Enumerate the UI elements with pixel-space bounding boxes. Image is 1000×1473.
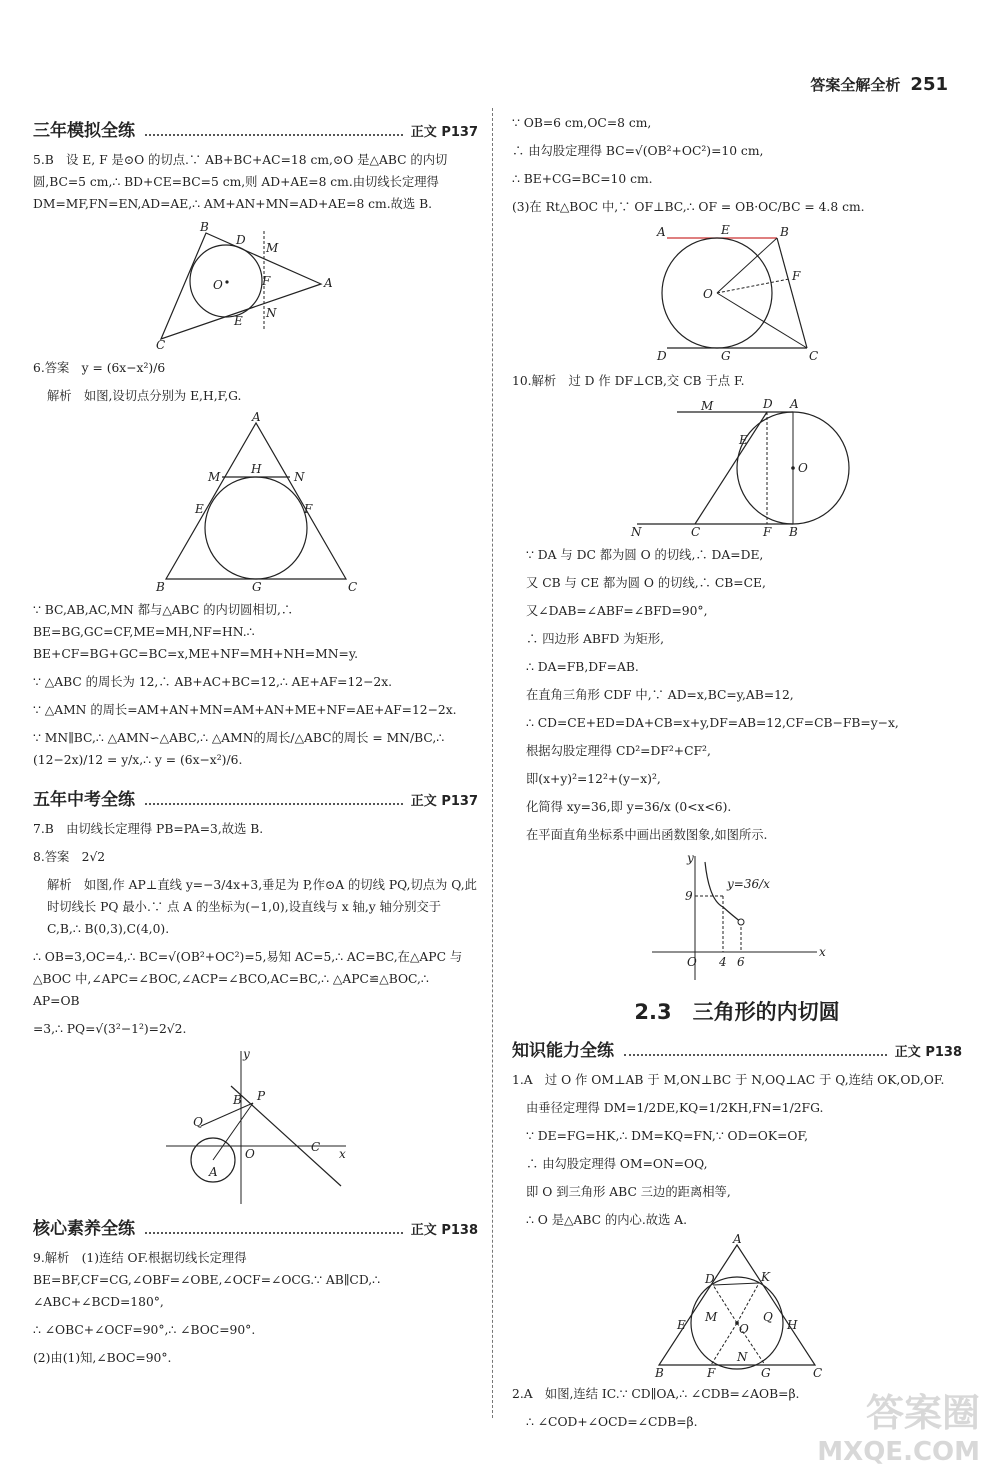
answer-5: 5.B 设 E, F 是⊙O 的切点.∵ AB+BC+AC=18 cm,⊙O 是△ABC 的内切圆,BC=5 cm,∴ BD+CE=BC=5 cm,则 AD+AE=8 cm.由切线长定理得 DM=MF,FN=EN,AD=AE,∴ AM+AN+MN=AD+AE=8 cm.故选 B.	[33, 153, 448, 211]
watermark-logo	[817, 1382, 980, 1467]
answer-8: 8.答案 2√2	[33, 850, 106, 864]
svg-text:y: y	[242, 1047, 250, 1061]
continued-line-4: (3)在 Rt△BOC 中,∵ OF⊥BC,∴ OF = OB·OC/BC = 4.8 cm.	[512, 200, 865, 214]
section-title: 五年中考全练	[33, 790, 135, 810]
svg-text:Q: Q	[192, 1115, 203, 1129]
section-title: 知识能力全练	[512, 1041, 614, 1061]
svg-text:F: F	[763, 525, 772, 539]
figure-circle-triangle	[156, 221, 356, 351]
page-header	[810, 74, 948, 95]
svg-text:O: O	[244, 1147, 255, 1161]
analysis-1-step-3: ∴ 由勾股定理得 OM=ON=OQ,	[526, 1157, 708, 1171]
figure-inscribed-triangle	[155, 410, 357, 594]
svg-text:y=36/x: y=36/x	[727, 877, 770, 891]
svg-text:O: O	[739, 1322, 749, 1336]
svg-text:O: O	[212, 278, 223, 292]
svg-text:B: B	[780, 225, 789, 239]
svg-text:E: E	[721, 223, 730, 237]
svg-text:D: D	[705, 1272, 715, 1286]
analysis-10-step-3: 又∠DAB=∠ABF=∠BFD=90°,	[526, 604, 708, 618]
left-column	[33, 112, 478, 1375]
svg-text:P: P	[256, 1089, 265, 1103]
analysis-8-step-2: =3,∴ PQ=√(3²−1²)=2√2.	[33, 1022, 187, 1036]
figure-hyperbola-graph	[647, 852, 827, 982]
svg-text:D: D	[657, 349, 667, 363]
svg-text:B: B	[232, 1093, 242, 1107]
svg-text:O: O	[687, 955, 697, 969]
svg-text:K: K	[761, 1270, 770, 1284]
answer-6: 6.答案 y = (6x−x²)/6	[33, 361, 166, 375]
section-title: 三年模拟全练	[33, 121, 135, 141]
svg-text:D: D	[763, 397, 773, 411]
svg-text:C: C	[809, 349, 819, 363]
svg-text:F: F	[261, 274, 270, 288]
watermark-url: MXQE.COM	[817, 1437, 980, 1467]
section-ref: 正文 P137	[410, 794, 478, 809]
figure-incircle-chords	[647, 1232, 827, 1380]
svg-text:4: 4	[719, 955, 727, 969]
analysis-6-step-2: ∵ △ABC 的周长为 12,∴ AB+AC+BC=12,∴ AE+AF=12−2x.	[33, 675, 393, 689]
analysis-6-step-4: ∵ MN∥BC,∴ △AMN∽△ABC,∴ △AMN的周长/△ABC的周长 = MN/BC,∴ (12−2x)/12 = y/x,∴ y = (6x−x²)/6.	[33, 731, 445, 767]
analysis-1-step-2: ∵ DE=FG=HK,∴ DM=KQ=FN,∵ OD=OK=OF,	[526, 1129, 808, 1143]
chapter-heading: 2.3 三角形的内切圆	[634, 1000, 840, 1024]
figure-circle-tangent-lines	[617, 398, 857, 538]
svg-text:M: M	[705, 1310, 718, 1324]
analysis-1-step-4: 即 O 到三角形 ABC 三边的距离相等,	[526, 1185, 731, 1199]
figure-trapezoid-circle	[647, 224, 827, 364]
svg-text:E: E	[194, 502, 204, 516]
leader-dots	[145, 1232, 403, 1234]
svg-text:C: C	[155, 338, 165, 352]
section-ref: 正文 P137	[410, 125, 478, 140]
analysis-8-step-1: ∴ OB=3,OC=4,∴ BC=√(OB²+OC²)=5,易知 AC=5,∴ AC=BC,在△APC 与△BOC 中,∠APC=∠BOC,∠ACP=∠BCO,AC=BC,∴ △APC≌△BOC,∴ AP=OB	[33, 950, 463, 1008]
analysis-8: 解析 如图,作 AP⊥直线 y=−3/4x+3,垂足为 P,作⊙A 的切线 PQ,切点为 Q,此时切线长 PQ 最小.∵ 点 A 的坐标为(−1,0),设直线与 x 轴,y 轴分别交于 C,B,∴ B(0,3),C(4,0).	[47, 878, 477, 936]
svg-text:F: F	[303, 502, 312, 516]
analysis-9-step-1: ∴ ∠OBC+∠OCF=90°,∴ ∠BOC=90°.	[33, 1323, 256, 1337]
svg-text:B: B	[199, 220, 209, 234]
svg-text:G: G	[251, 580, 262, 594]
analysis-6-step-1: ∵ BC,AB,AC,MN 都与△ABC 的内切圆相切,∴ BE=BG,GC=CF,ME=MH,NF=HN.∴ BE+CF=BG+GC=BC=x,ME+NF=MH+NH=MN=y.	[33, 603, 359, 661]
svg-text:9: 9	[685, 889, 693, 903]
svg-text:N: N	[631, 525, 642, 539]
right-column	[512, 112, 962, 1439]
section-ref: 正文 P138	[894, 1045, 962, 1060]
svg-text:E: E	[233, 314, 243, 328]
svg-text:H: H	[250, 462, 261, 476]
svg-text:A: A	[208, 1165, 218, 1179]
svg-text:6: 6	[737, 955, 745, 969]
page-number: 251	[910, 74, 948, 95]
svg-text:A: A	[657, 225, 666, 239]
analysis-10-step-5: ∴ DA=FB,DF=AB.	[526, 660, 639, 674]
svg-text:Q: Q	[763, 1310, 773, 1324]
svg-text:C: C	[347, 580, 357, 594]
section-ref: 正文 P138	[410, 1223, 478, 1238]
svg-text:M: M	[207, 470, 220, 484]
svg-text:C: C	[310, 1140, 320, 1154]
analysis-9: 9.解析 (1)连结 OF.根据切线长定理得 BE=BF,CF=CG,∠OBF=∠OBE,∠OCF=∠OCG.∵ AB∥CD,∴ ∠ABC+∠BCD=180°,	[33, 1251, 380, 1309]
svg-text:M: M	[701, 399, 714, 413]
svg-text:y: y	[687, 851, 694, 865]
svg-text:E: E	[677, 1318, 686, 1332]
analysis-10-step-1: ∵ DA 与 DC 都为圆 O 的切线,∴ DA=DE,	[526, 548, 764, 562]
analysis-6-step-3: ∵ △AMN 的周长=AM+AN+MN=AM+AN+ME+NF=AE+AF=12−2x.	[33, 703, 457, 717]
svg-text:B: B	[655, 1366, 664, 1380]
section-header	[512, 1036, 962, 1061]
section-title: 核心素养全练	[33, 1219, 135, 1239]
svg-text:F: F	[707, 1366, 716, 1380]
analysis-6: 解析 如图,设切点分别为 E,H,F,G.	[47, 389, 242, 403]
svg-text:B: B	[155, 580, 165, 594]
answer-1: 1.A 过 O 作 OM⊥AB 于 M,ON⊥BC 于 N,OQ⊥AC 于 Q,连结 OK,OD,OF.	[512, 1073, 945, 1087]
section-header	[33, 785, 478, 810]
analysis-10-step-11: 在平面直角坐标系中画出函数图象,如图所示.	[526, 828, 768, 842]
continued-line-3: ∴ BE+CG=BC=10 cm.	[512, 172, 653, 186]
svg-text:O: O	[798, 461, 808, 475]
svg-text:A: A	[790, 397, 799, 411]
svg-text:A: A	[733, 1232, 742, 1246]
analysis-10-step-7: ∴ CD=CE+ED=DA+CB=x+y,DF=AB=12,CF=CB−FB=y−x,	[526, 716, 899, 730]
answer-2: 2.A 如图,连结 IC.∵ CD∥OA,∴ ∠CDB=∠AOB=β.	[512, 1387, 800, 1401]
watermark-text: 答案圈	[865, 1391, 980, 1435]
analysis-10-step-4: ∴ 四边形 ABFD 为矩形,	[526, 632, 665, 646]
column-divider	[492, 108, 493, 1418]
analysis-10-step-9: 即(x+y)²=12²+(y−x)²,	[526, 772, 661, 786]
svg-text:E: E	[739, 433, 748, 447]
analysis-1-step-1: 由垂径定理得 DM=1/2DE,KQ=1/2KH,FN=1/2FG.	[526, 1101, 824, 1115]
svg-text:N: N	[265, 306, 276, 320]
section-header	[33, 116, 478, 141]
svg-text:A: A	[323, 276, 333, 290]
analysis-1-step-5: ∴ O 是△ABC 的内心.故选 A.	[526, 1213, 688, 1227]
svg-text:O: O	[703, 287, 713, 301]
svg-text:N: N	[737, 1350, 748, 1364]
analysis-2: ∴ ∠COD+∠OCD=∠CDB=β.	[526, 1415, 698, 1429]
leader-dots	[145, 134, 403, 136]
leader-dots	[145, 803, 403, 805]
answer-7: 7.B 由切线长定理得 PB=PA=3,故选 B.	[33, 822, 264, 836]
leader-dots	[624, 1054, 887, 1056]
analysis-10-step-6: 在直角三角形 CDF 中,∵ AD=x,BC=y,AB=12,	[526, 688, 794, 702]
analysis-10: 10.解析 过 D 作 DF⊥CB,交 CB 于点 F.	[512, 374, 745, 388]
svg-text:N: N	[293, 470, 304, 484]
svg-text:F: F	[792, 269, 801, 283]
svg-text:A: A	[251, 410, 261, 424]
continued-line-1: ∵ OB=6 cm,OC=8 cm,	[512, 116, 652, 130]
section-header	[33, 1214, 478, 1239]
svg-text:C: C	[813, 1366, 823, 1380]
analysis-10-step-8: 根据勾股定理得 CD²=DF²+CF²,	[526, 744, 711, 758]
svg-text:x: x	[338, 1147, 346, 1161]
svg-text:C: C	[691, 525, 701, 539]
svg-text:D: D	[235, 233, 246, 247]
figure-line-circle-coordinate	[161, 1046, 351, 1206]
svg-text:H: H	[787, 1318, 798, 1332]
analysis-9-step-2: (2)由(1)知,∠BOC=90°.	[33, 1351, 172, 1365]
svg-text:B: B	[789, 525, 798, 539]
header-title: 答案全解全析	[810, 76, 901, 94]
svg-text:G: G	[721, 349, 731, 363]
analysis-10-step-2: 又 CB 与 CE 都为圆 O 的切线,∴ CB=CE,	[526, 576, 766, 590]
svg-text:x: x	[819, 945, 826, 959]
svg-text:G: G	[761, 1366, 771, 1380]
analysis-10-step-10: 化简得 xy=36,即 y=36/x (0<x<6).	[526, 800, 732, 814]
svg-text:M: M	[265, 241, 278, 255]
continued-line-2: ∴ 由勾股定理得 BC=√(OB²+OC²)=10 cm,	[512, 144, 764, 158]
